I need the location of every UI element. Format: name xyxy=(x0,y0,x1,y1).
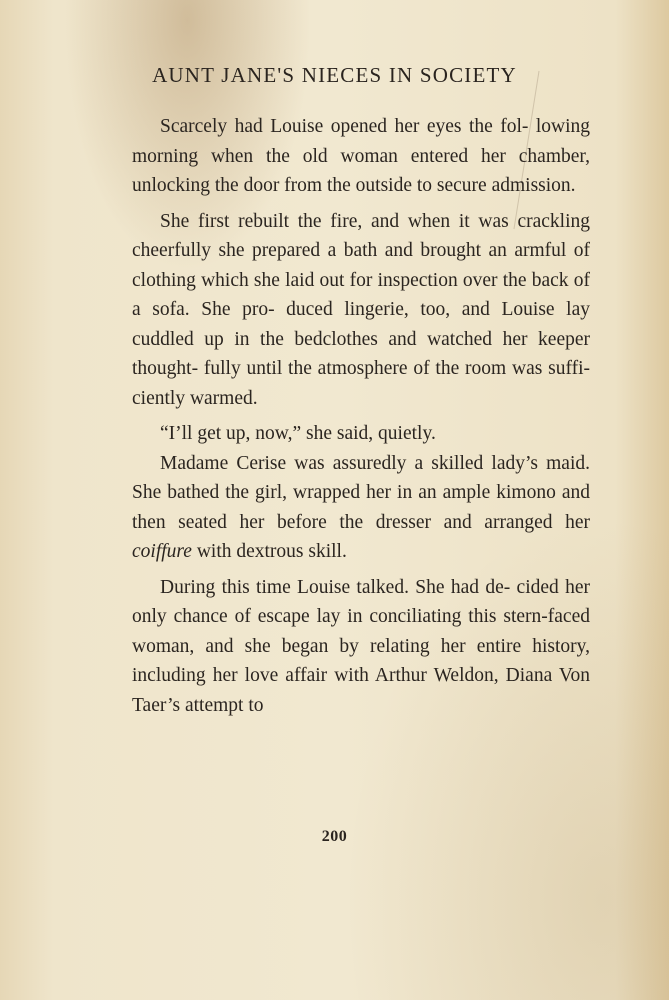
paragraph-4 xyxy=(132,449,590,567)
paragraph-2: She first rebuilt the fire, and when it was crackling cheerfully she prepared a bath and brought an armful of clothing which she laid out for inspection over the back of a sofa. She pro- duced lingerie, too, and Louise lay cuddled up in the bedclothes and watched her keeper thought- fully until the atmosphere of the room was suffi- ciently warmed. xyxy=(132,210,590,409)
paragraph-4-text: Madame Cerise was assuredly a skilled lady’s maid. She bathed the girl, wrapped her in an ample kimono and then seated her before the dresser and arranged her xyxy=(132,452,590,533)
paragraph-4-end: with dextrous skill. xyxy=(191,541,347,562)
paragraph-3: “I’ll get up, now,” she said, quietly. xyxy=(160,423,436,444)
page-number: 200 xyxy=(321,828,348,845)
body-text xyxy=(132,112,590,726)
italic-word: coiffure xyxy=(132,541,192,562)
paragraph-1: Scarcely had Louise opened her eyes the fol- lowing morning when the old woman entered her chamber, unlocking the door from the outside to secure admission. xyxy=(132,116,590,196)
running-head: AUNT JANE'S NIECES IN SOCIETY xyxy=(152,63,517,87)
paragraph-5: During this time Louise talked. She had de- cided her only chance of escape lay in conciliating this stern-faced woman, and she began by relating her entire history, including her love affair with Arthur Weldon, Diana Von Taer’s attempt to xyxy=(132,576,590,716)
